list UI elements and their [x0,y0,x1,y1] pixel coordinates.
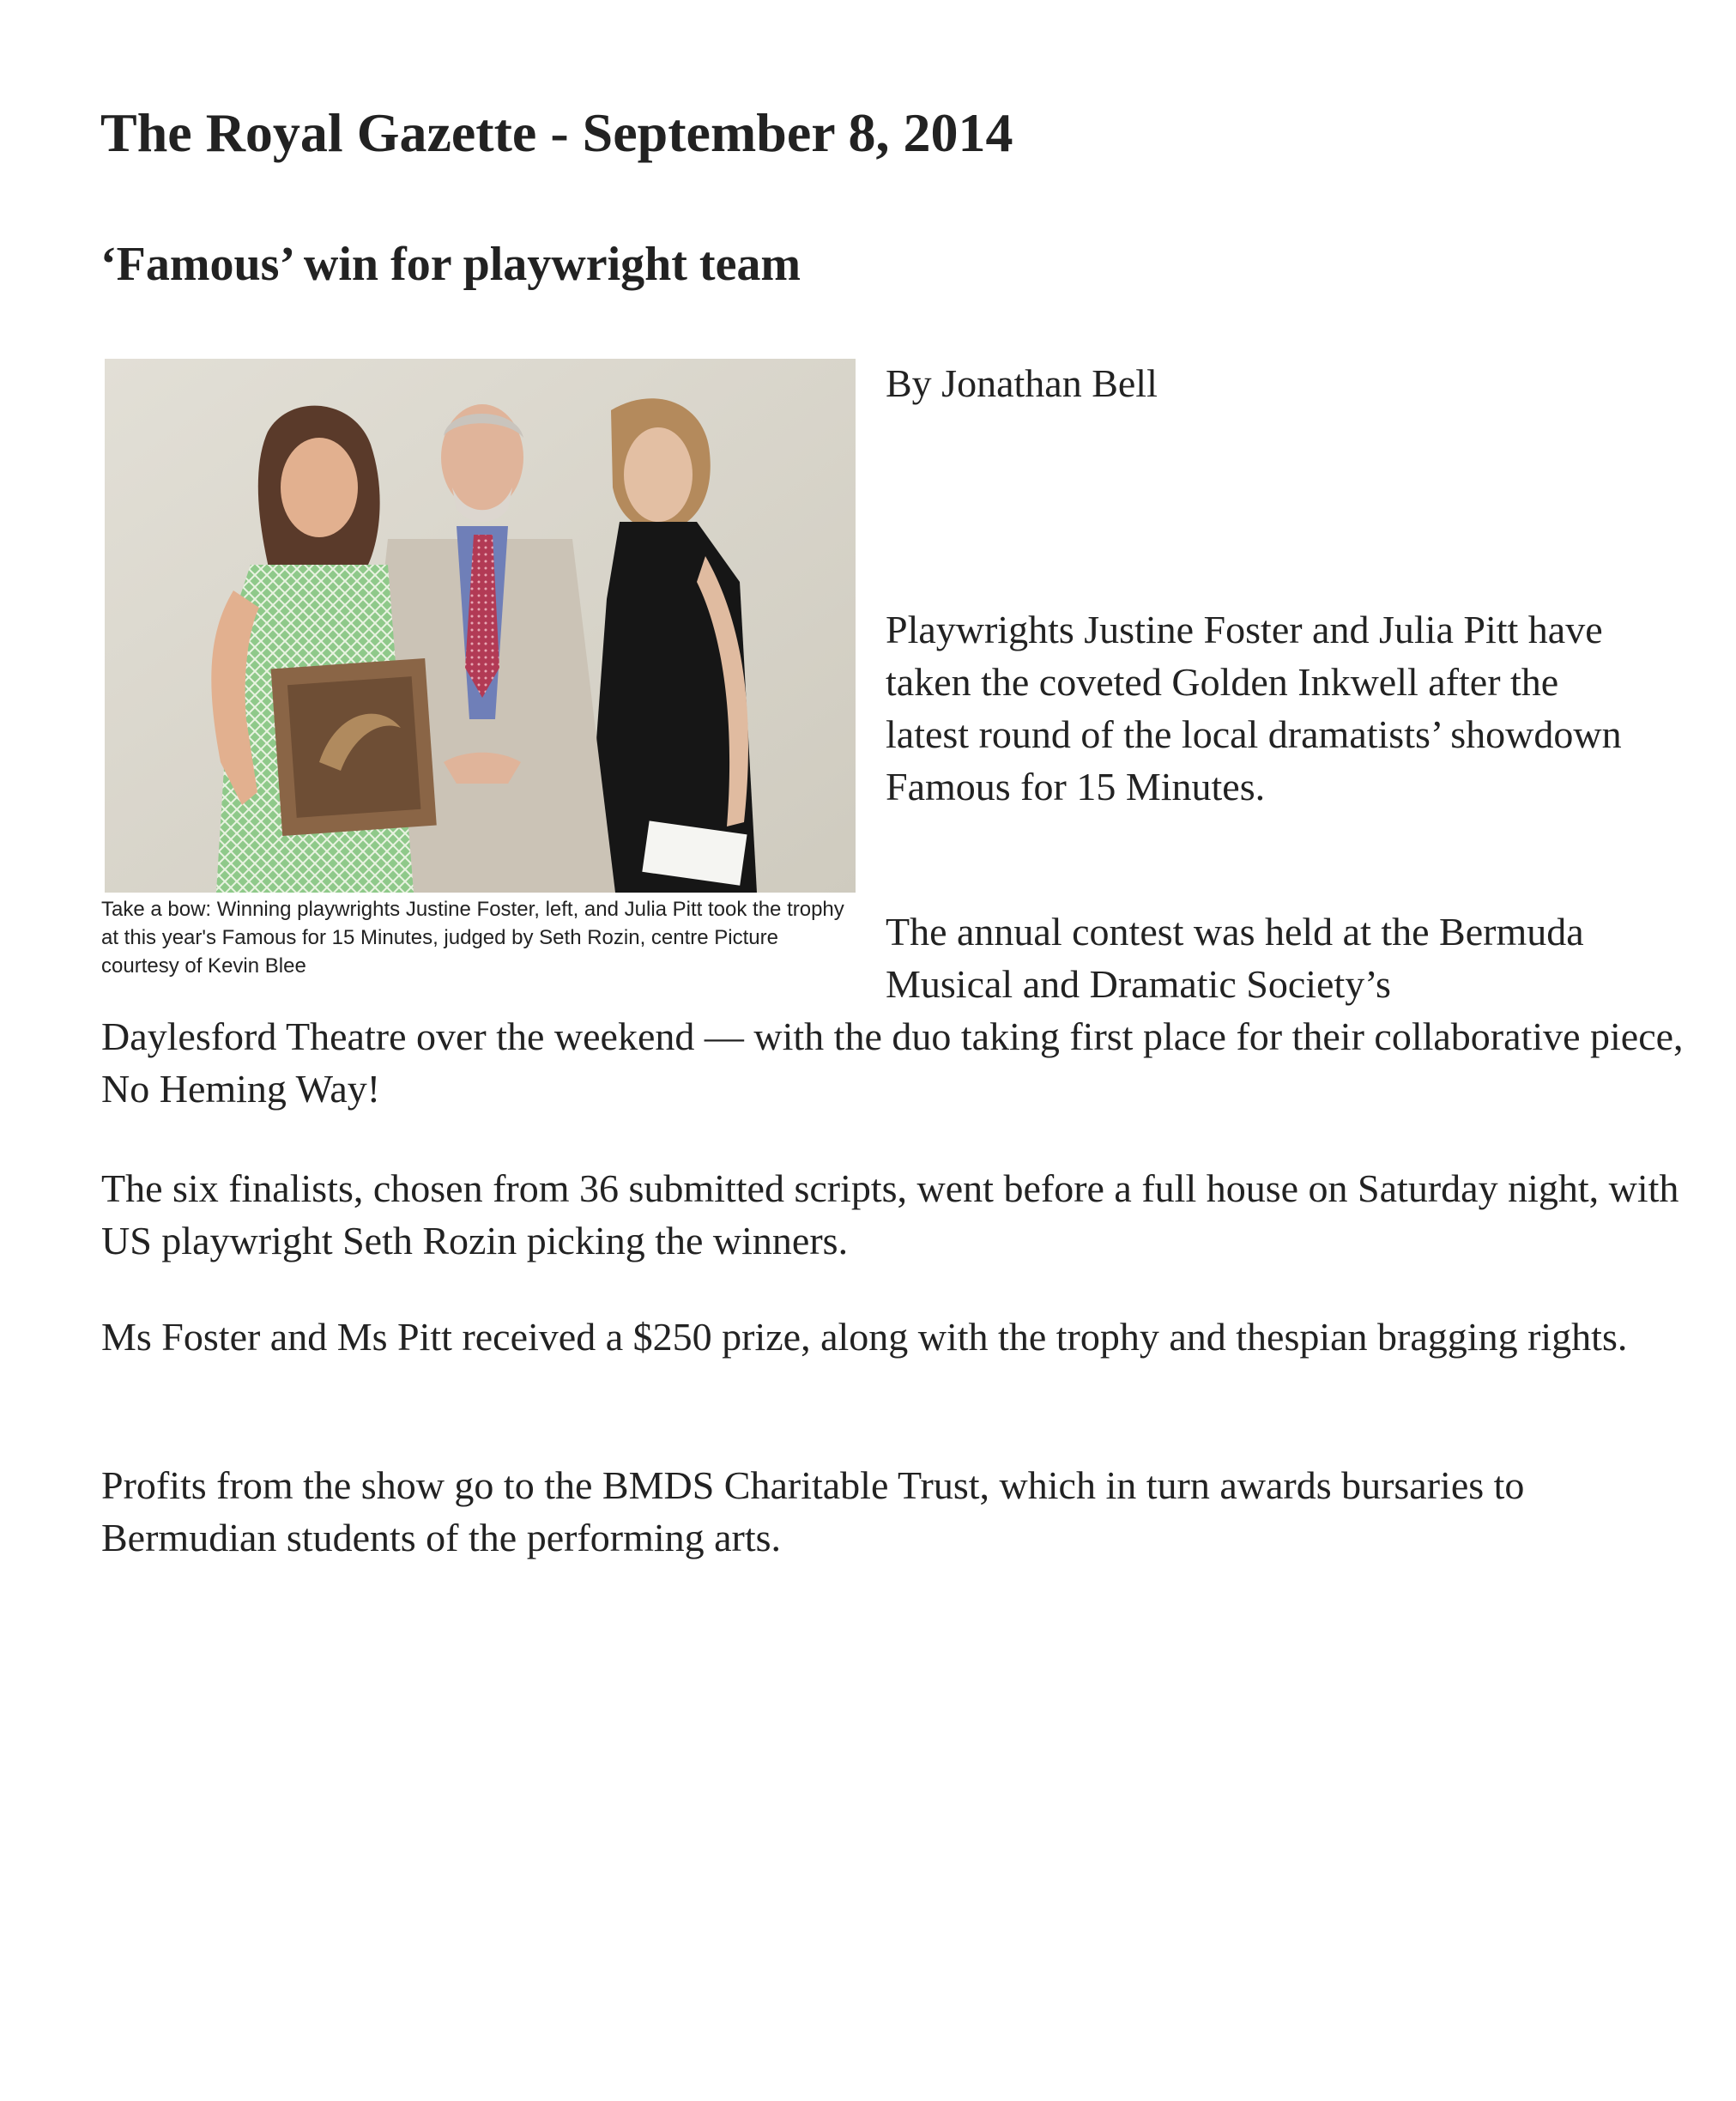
photo-caption: Take a bow: Winning playwrights Justine Foster, left, and Julia Pitt took the trophy at this year's Famous for 15 Minutes, judged by Seth Rozin, centre Picture courtesy of Kevin Blee [101,898,844,978]
article-paragraph-2-start: The annual contest was held at the Bermuda Musical and Dramatic Society’s [886,910,1584,1006]
article-paragraph-3: The six finalists, chosen from 36 submitted scripts, went before a full house on Saturday night, with US playwright Seth Rozin picking the winners. [101,1166,1679,1262]
headline: ‘Famous’ win for playwright team [100,238,801,291]
masthead: The Royal Gazette - September 8, 2014 [100,102,1013,163]
article-photo [105,359,856,893]
byline: By Jonathan Bell [886,361,1158,405]
article-paragraph-1: Playwrights Justine Foster and Julia Pitt have taken the coveted Golden Inkwell after the latest round of the local dramatists’ showdown Famous for 15 Minutes. [886,608,1622,808]
article-paragraph-2-continued: Daylesford Theatre over the weekend — with the duo taking first place for their collaborative piece, No Heming Way! [101,1014,1684,1111]
article-paragraph-4: Ms Foster and Ms Pitt received a $250 prize, along with the trophy and thespian bragging rights. [101,1315,1628,1359]
article-paragraph-5: Profits from the show go to the BMDS Charitable Trust, which in turn awards bursaries to Bermudian students of the performing arts. [101,1463,1525,1559]
trophy-icon [271,658,437,836]
